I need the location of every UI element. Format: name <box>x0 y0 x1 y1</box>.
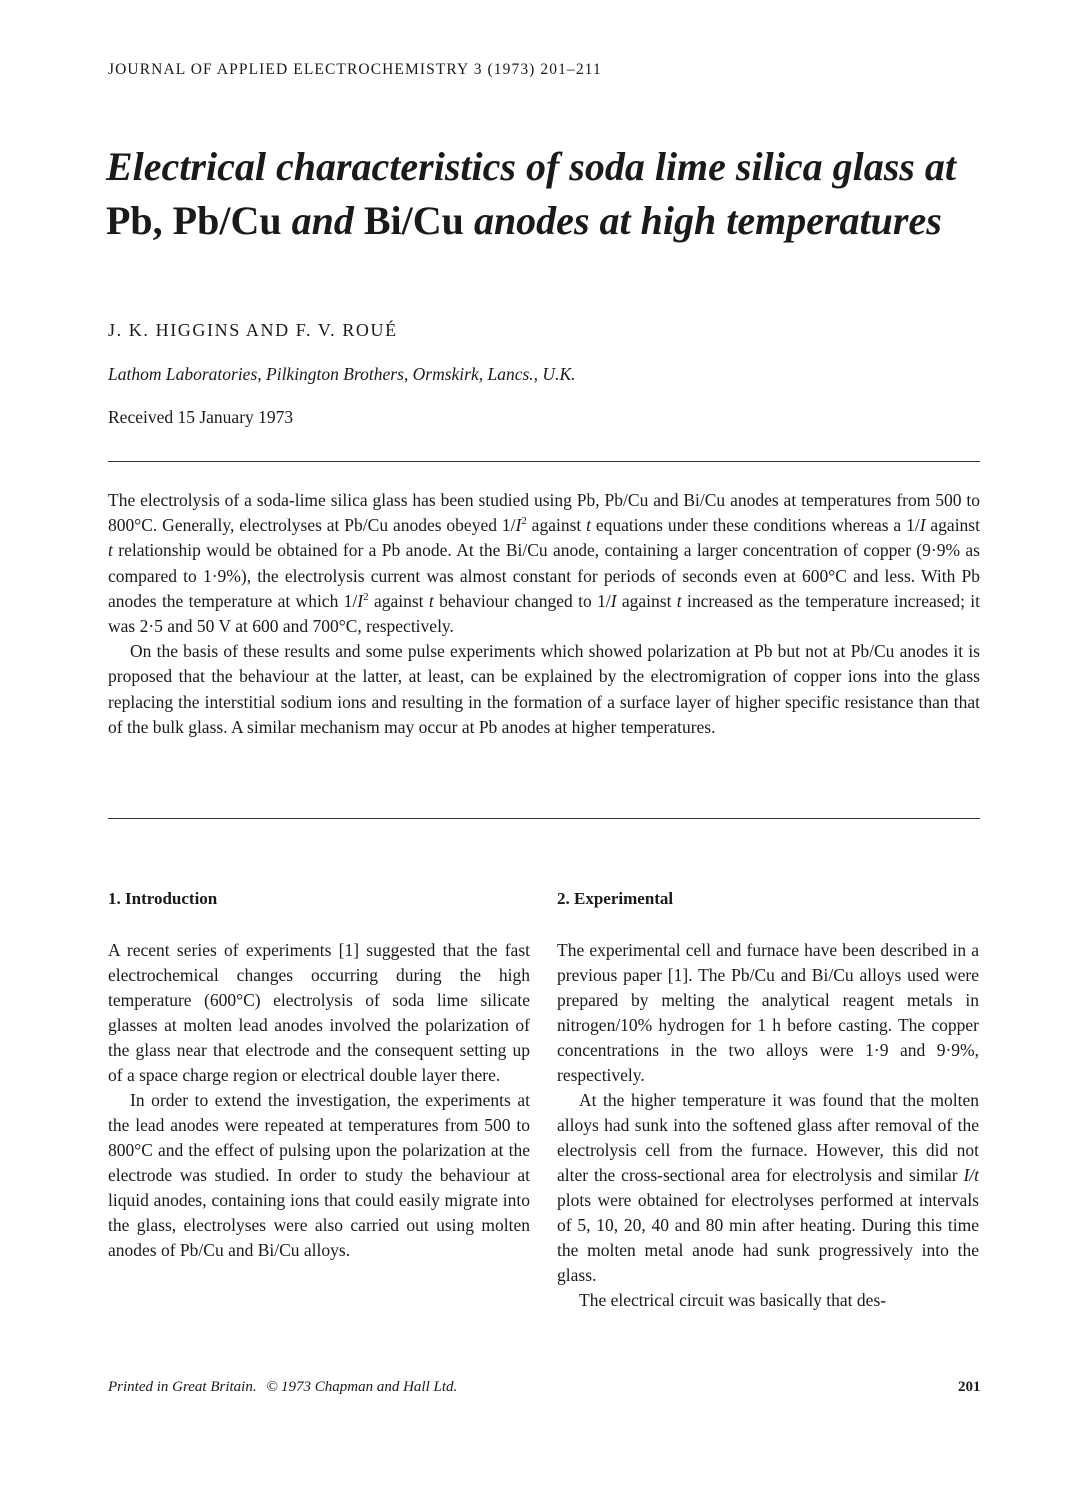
abstract <box>108 488 980 740</box>
sup: 2 <box>521 515 527 528</box>
authors: J. K. HIGGINS AND F. V. ROUÉ <box>108 320 398 340</box>
section-heading-introduction: 1. Introduction <box>108 889 218 908</box>
introduction-body <box>108 938 530 1263</box>
var: I <box>610 590 617 611</box>
var: I <box>919 515 926 536</box>
footer-imprint <box>108 1379 457 1396</box>
title-slash: / <box>219 198 231 243</box>
paragraph <box>557 1088 979 1288</box>
title-element: Pb, Pb <box>106 198 220 243</box>
article-title <box>106 140 986 248</box>
text: increased as the temperature increased; it was 2·5 and 50 V at 600 and 700°C, respectively. <box>108 590 981 637</box>
title-element: Cu <box>230 198 282 243</box>
divider-bottom <box>108 818 980 819</box>
affiliation: Lathom Laboratories, Pilkington Brothers, Ormskirk, Lancs., U.K. <box>108 364 576 384</box>
text: The electrolysis of a soda-lime silica glass has been studied using Pb, Pb/Cu and Bi/Cu anodes at temperatures from 500 to 800°C. Generally, electrolyses at Pb/Cu anodes obeyed 1/ <box>108 490 980 536</box>
text: equations under these conditions whereas a 1/ <box>591 515 920 536</box>
title-part: and <box>281 198 364 243</box>
divider-top <box>108 461 980 462</box>
title-part: Electrical characteristics of soda lime silica glass at <box>106 144 956 189</box>
var: t <box>676 590 682 611</box>
var: t <box>586 515 592 536</box>
experimental-body <box>557 938 979 1313</box>
sup: 2 <box>363 590 369 603</box>
var: t <box>108 540 113 561</box>
paragraph: The experimental cell and furnace have been described in a previous paper [1]. The Pb/Cu and Bi/Cu alloys used were prepared by melting the analytical reagent metals in nitrogen/10% hydrogen for 1 h before casting. The copper concentrations in the two alloys were 1·9 and 9·9%, respectively. <box>557 940 979 1085</box>
text: against <box>925 515 980 536</box>
text: against <box>526 515 587 536</box>
title-element: Cu <box>412 198 464 243</box>
title-slash: / <box>401 198 413 243</box>
paragraph: A recent series of experiments [1] suggested that the fast electrochemical changes occurring during the high temperature (600°C) electrolysis of soda lime silicate glasses at molten lead anodes involved the polarization of the glass near that electrode and the consequent setting up of a space charge region or electrical double layer there. <box>108 940 530 1085</box>
paragraph: In order to extend the investigation, the experiments at the lead anodes were repeated at temperatures from 500 to 800°C and the effect of pulsing upon the polarization at the electrode was studied. In order to study the behaviour at liquid anodes, containing ions that could easily migrate into the glass, electrolyses were also carried out using molten anodes of Pb/Cu and Bi/Cu alloys. <box>108 1090 530 1260</box>
text: behaviour changed to 1/ <box>433 590 611 611</box>
text: against <box>368 590 429 611</box>
printed-note: Printed in Great Britain. <box>108 1379 257 1395</box>
var: t <box>428 590 434 611</box>
var: I <box>515 515 522 536</box>
var: I/t <box>963 1165 979 1185</box>
page-number: 201 <box>958 1379 981 1395</box>
section-heading-experimental: 2. Experimental <box>557 889 674 908</box>
journal-header: JOURNAL OF APPLIED ELECTROCHEMISTRY 3 (1973) 201–211 <box>108 61 602 78</box>
var: I <box>357 590 364 611</box>
title-part: anodes at high temperatures <box>463 198 942 243</box>
text: plots were obtained for electrolyses performed at intervals of 5, 10, 20, 40 and 80 min after heating. During this time the molten metal anode had sunk progressively into the glass. <box>557 1190 979 1285</box>
abstract-paragraph-1 <box>108 488 980 639</box>
received-date: Received 15 January 1973 <box>108 407 294 427</box>
copyright-symbol: © <box>266 1379 279 1395</box>
paragraph: The electrical circuit was basically that des- <box>579 1290 887 1310</box>
text: relationship would be obtained for a Pb anode. At the Bi/Cu anode, containing a larger concentration of copper (9·9% as compared to 1·9%), the electrolysis current was almost constant for periods of seconds even at 600°C and less. With Pb anodes the temperature at which 1/ <box>108 540 980 611</box>
title-element: Bi <box>363 198 402 243</box>
copyright-note: 1973 Chapman and Hall Ltd. <box>281 1379 458 1395</box>
text: At the higher temperature it was found that the molten alloys had sunk into the softened glass after removal of the electrolysis cell from the furnace. However, this did not alter the cross-sectional area for electrolysis and similar <box>557 1090 979 1185</box>
abstract-paragraph-2: On the basis of these results and some pulse experiments which showed polarization at Pb but not at Pb/Cu anodes it is proposed that the behaviour at the latter, at least, can be explained by the electromigration of copper ions into the glass replacing the interstitial sodium ions and resulting in the formation of a surface layer of higher specific resistance than that of the bulk glass. A similar mechanism may occur at Pb anodes at higher temperatures. <box>108 641 980 737</box>
text: against <box>616 590 677 611</box>
